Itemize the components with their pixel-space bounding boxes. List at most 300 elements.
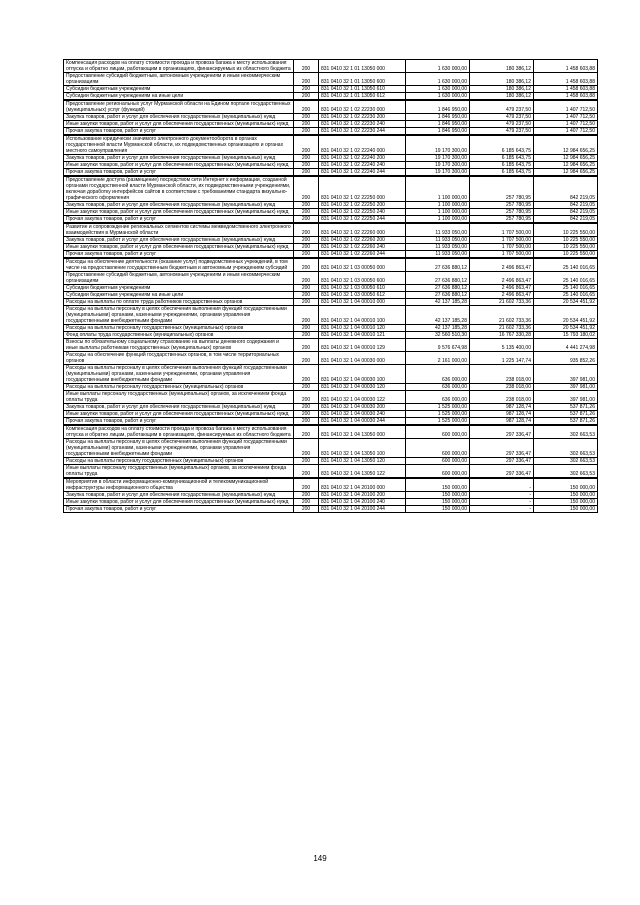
table-row: [64, 292, 598, 299]
row-unexecuted-cell: 1 407 712,50: [534, 128, 598, 136]
row-name-cell: Иные закупки товаров, работ и услуг для обеспечения государственных (муниципальных) нужд: [64, 411, 294, 418]
row-approved-cell: 600 000,00: [406, 439, 470, 458]
row-executed-cell: 987 128,74: [470, 418, 534, 426]
row-approved-cell: 19 170 300,00: [406, 162, 470, 169]
row-name-cell: Закупка товаров, работ и услуг для обеспечения государственных (муниципальных) нужд: [64, 237, 294, 244]
row-code-cell: 200: [294, 425, 319, 439]
table-row: [64, 237, 598, 244]
row-approved-cell: 1 630 000,00: [406, 86, 470, 93]
table-row: [64, 258, 598, 272]
row-executed-cell: 5 135 400,00: [470, 339, 534, 352]
table-row: [64, 418, 598, 426]
row-code-cell: 200: [294, 251, 319, 259]
row-classification-cell: 831 0410 32 1 01 13050 000: [319, 60, 406, 73]
row-executed-cell: 2 496 863,47: [470, 292, 534, 299]
row-executed-cell: 180 386,12: [470, 93, 534, 101]
row-executed-cell: 21 602 733,36: [470, 306, 534, 325]
row-classification-cell: 831 0410 32 1 04 00030 120: [319, 384, 406, 391]
row-code-cell: 200: [294, 155, 319, 162]
row-code-cell: 200: [294, 202, 319, 209]
row-code-cell: 200: [294, 73, 319, 86]
row-unexecuted-cell: 10 225 550,00: [534, 251, 598, 259]
row-classification-cell: 831 0410 32 1 02 22240 240: [319, 162, 406, 169]
row-unexecuted-cell: 15 793 180,02: [534, 332, 598, 339]
row-classification-cell: 831 0410 32 1 02 22250 244: [319, 216, 406, 224]
row-name-cell: Закупка товаров, работ и услуг для обеспечения государственных (муниципальных) нужд: [64, 404, 294, 411]
row-name-cell: Иные выплаты персоналу государственных (муниципальных) органов, за исключением фонда оплаты труда: [64, 391, 294, 404]
row-unexecuted-cell: 1 458 603,88: [534, 73, 598, 86]
row-approved-cell: 600 000,00: [406, 458, 470, 465]
row-code-cell: 200: [294, 244, 319, 251]
row-executed-cell: -: [470, 506, 534, 513]
table-row: [64, 176, 598, 202]
table-row: [64, 202, 598, 209]
row-unexecuted-cell: 4 441 274,98: [534, 339, 598, 352]
table-row: [64, 121, 598, 128]
row-classification-cell: 831 0410 32 1 01 13050 612: [319, 93, 406, 101]
row-code-cell: 200: [294, 365, 319, 384]
row-unexecuted-cell: 302 663,53: [534, 465, 598, 479]
row-code-cell: 200: [294, 128, 319, 136]
row-name-cell: Закупка товаров, работ и услуг для обеспечения государственных (муниципальных) нужд: [64, 202, 294, 209]
row-executed-cell: 238 018,00: [470, 391, 534, 404]
row-unexecuted-cell: 150 000,00: [534, 506, 598, 513]
row-name-cell: Прочая закупка товаров, работ и услуг: [64, 418, 294, 426]
row-executed-cell: 297 336,47: [470, 458, 534, 465]
row-approved-cell: 1 525 000,00: [406, 418, 470, 426]
row-name-cell: Предоставление региональных услуг Мурманской области на Едином портале государственных (муниципальных) услуг (функций): [64, 100, 294, 114]
row-classification-cell: 831 0410 32 1 02 22250 240: [319, 209, 406, 216]
row-name-cell: Прочая закупка товаров, работ и услуг: [64, 216, 294, 224]
table-row: [64, 272, 598, 285]
table-row: [64, 223, 598, 237]
row-approved-cell: 636 000,00: [406, 365, 470, 384]
row-classification-cell: 831 0410 32 1 04 00030 100: [319, 365, 406, 384]
table-row: [64, 128, 598, 136]
row-unexecuted-cell: 12 984 656,25: [534, 135, 598, 155]
table-row: [64, 506, 598, 513]
row-approved-cell: 1 846 950,00: [406, 100, 470, 114]
row-approved-cell: 27 636 880,12: [406, 285, 470, 292]
row-name-cell: Иные выплаты персоналу государственных (муниципальных) органов, за исключением фонда оплаты труда: [64, 465, 294, 479]
row-executed-cell: 6 185 643,75: [470, 135, 534, 155]
table-row: [64, 404, 598, 411]
row-classification-cell: 831 0410 32 1 02 22240 200: [319, 155, 406, 162]
row-code-cell: 200: [294, 465, 319, 479]
row-executed-cell: 180 386,12: [470, 60, 534, 73]
table-row: [64, 86, 598, 93]
table-row: [64, 411, 598, 418]
row-approved-cell: 600 000,00: [406, 465, 470, 479]
row-name-cell: Субсидии бюджетным учреждениям: [64, 86, 294, 93]
row-executed-cell: 297 336,47: [470, 465, 534, 479]
row-unexecuted-cell: 537 871,26: [534, 404, 598, 411]
row-classification-cell: 831 0410 32 1 04 00030 200: [319, 404, 406, 411]
row-approved-cell: 150 000,00: [406, 492, 470, 499]
row-classification-cell: 831 0410 32 1 02 22250 000: [319, 176, 406, 202]
row-unexecuted-cell: 20 534 451,92: [534, 299, 598, 306]
row-approved-cell: 27 636 880,12: [406, 258, 470, 272]
row-executed-cell: 6 185 643,75: [470, 155, 534, 162]
row-code-cell: 200: [294, 411, 319, 418]
row-executed-cell: -: [470, 499, 534, 506]
row-executed-cell: 21 602 733,36: [470, 325, 534, 332]
row-unexecuted-cell: 842 219,05: [534, 209, 598, 216]
row-classification-cell: 831 0410 32 1 03 00050 612: [319, 292, 406, 299]
table-row: [64, 114, 598, 121]
row-unexecuted-cell: 12 984 656,25: [534, 162, 598, 169]
row-classification-cell: 831 0410 32 1 03 00050 000: [319, 258, 406, 272]
row-approved-cell: 1 846 950,00: [406, 121, 470, 128]
row-name-cell: Закупка товаров, работ и услуг для обеспечения государственных (муниципальных) нужд: [64, 114, 294, 121]
table-row: [64, 492, 598, 499]
row-executed-cell: -: [470, 492, 534, 499]
row-name-cell: Взносы по обязательному социальному страхованию на выплаты денежного содержания и иные выплаты работникам государственных (муниципальных) органов: [64, 339, 294, 352]
row-name-cell: Развитие и сопровождение региональных сегментов системы межведомственного электронного взаимодействия в Мурманской области: [64, 223, 294, 237]
table-row: [64, 169, 598, 177]
row-code-cell: 200: [294, 272, 319, 285]
row-code-cell: 200: [294, 60, 319, 73]
row-code-cell: 200: [294, 418, 319, 426]
row-name-cell: Компенсация расходов на оплату стоимости проезда и провоза багажа к месту использования отпуска и обратно лицам, работающим в организациях, финансируемых из областного бюджета: [64, 425, 294, 439]
row-unexecuted-cell: 1 407 712,50: [534, 100, 598, 114]
row-code-cell: 200: [294, 458, 319, 465]
row-executed-cell: 257 780,95: [470, 209, 534, 216]
row-code-cell: 200: [294, 506, 319, 513]
budget-table-body: [64, 60, 598, 513]
row-classification-cell: 831 0410 32 1 04 00010 000: [319, 299, 406, 306]
row-code-cell: 200: [294, 325, 319, 332]
row-name-cell: Прочая закупка товаров, работ и услуг: [64, 169, 294, 177]
table-row: [64, 384, 598, 391]
row-code-cell: 200: [294, 285, 319, 292]
table-row: [64, 299, 598, 306]
row-name-cell: Прочая закупка товаров, работ и услуг: [64, 251, 294, 259]
table-row: [64, 155, 598, 162]
row-approved-cell: 2 161 000,00: [406, 352, 470, 365]
row-code-cell: 200: [294, 121, 319, 128]
row-name-cell: Прочая закупка товаров, работ и услуг: [64, 128, 294, 136]
row-name-cell: Иные закупки товаров, работ и услуг для обеспечения государственных (муниципальных) нужд: [64, 209, 294, 216]
row-approved-cell: 27 636 880,12: [406, 272, 470, 285]
row-approved-cell: 27 636 880,12: [406, 292, 470, 299]
row-code-cell: 200: [294, 86, 319, 93]
row-unexecuted-cell: 150 000,00: [534, 492, 598, 499]
row-classification-cell: 831 0410 32 1 04 20100 000: [319, 478, 406, 492]
row-unexecuted-cell: 25 140 016,65: [534, 272, 598, 285]
row-name-cell: Субсидии бюджетным учреждениям: [64, 285, 294, 292]
row-unexecuted-cell: 25 140 016,65: [534, 258, 598, 272]
row-executed-cell: 1 707 500,00: [470, 251, 534, 259]
row-approved-cell: 1 525 000,00: [406, 411, 470, 418]
row-code-cell: 200: [294, 404, 319, 411]
row-name-cell: Расходы на выплаты персоналу государственных (муниципальных) органов: [64, 458, 294, 465]
row-unexecuted-cell: 20 534 451,92: [534, 306, 598, 325]
row-unexecuted-cell: 20 534 451,92: [534, 325, 598, 332]
row-approved-cell: 1 100 000,00: [406, 216, 470, 224]
row-name-cell: Расходы на выплаты персоналу государственных (муниципальных) органов: [64, 325, 294, 332]
row-classification-cell: 831 0410 32 1 02 22230 244: [319, 128, 406, 136]
row-unexecuted-cell: 397 981,00: [534, 391, 598, 404]
row-unexecuted-cell: 537 871,26: [534, 411, 598, 418]
row-approved-cell: 42 137 185,28: [406, 299, 470, 306]
row-name-cell: Фонд оплаты труда государственных (муниципальных) органов: [64, 332, 294, 339]
table-row: [64, 425, 598, 439]
row-name-cell: Закупка товаров, работ и услуг для обеспечения государственных (муниципальных) нужд: [64, 492, 294, 499]
row-unexecuted-cell: 935 852,26: [534, 352, 598, 365]
row-code-cell: 200: [294, 499, 319, 506]
row-approved-cell: 1 630 000,00: [406, 73, 470, 86]
row-code-cell: 200: [294, 209, 319, 216]
row-unexecuted-cell: 1 458 603,88: [534, 60, 598, 73]
row-approved-cell: 1 525 000,00: [406, 404, 470, 411]
row-executed-cell: 297 336,47: [470, 425, 534, 439]
row-code-cell: 200: [294, 332, 319, 339]
row-classification-cell: 831 0410 32 1 04 00010 129: [319, 339, 406, 352]
table-row: [64, 391, 598, 404]
row-approved-cell: 1 846 950,00: [406, 128, 470, 136]
row-classification-cell: 831 0410 32 1 04 00010 120: [319, 325, 406, 332]
row-name-cell: Субсидии бюджетным учреждениям на иные цели: [64, 93, 294, 101]
row-unexecuted-cell: 10 225 550,00: [534, 237, 598, 244]
row-name-cell: Использование юридически значимого электронного документооборота в органах государственной власти Мурманской области, их подведомственных организациях и органах местного самоуправления: [64, 135, 294, 155]
row-classification-cell: 831 0410 32 1 04 00010 100: [319, 306, 406, 325]
row-name-cell: Прочая закупка товаров, работ и услуг: [64, 506, 294, 513]
row-classification-cell: 831 0410 32 1 02 22260 240: [319, 244, 406, 251]
row-code-cell: 200: [294, 292, 319, 299]
row-approved-cell: 1 100 000,00: [406, 202, 470, 209]
row-unexecuted-cell: 537 871,26: [534, 418, 598, 426]
row-approved-cell: 150 000,00: [406, 478, 470, 492]
row-name-cell: Расходы на обеспечение функций государственных органов, в том числе территориальных органов: [64, 352, 294, 365]
row-approved-cell: 150 000,00: [406, 499, 470, 506]
row-unexecuted-cell: 1 458 603,88: [534, 86, 598, 93]
row-classification-cell: 831 0410 32 1 02 22240 000: [319, 135, 406, 155]
row-approved-cell: 42 137 185,28: [406, 306, 470, 325]
budget-table: [63, 59, 598, 513]
page-number: 149: [313, 854, 327, 863]
row-code-cell: 200: [294, 216, 319, 224]
table-row: [64, 100, 598, 114]
row-code-cell: 200: [294, 299, 319, 306]
row-name-cell: Иные закупки товаров, работ и услуг для обеспечения государственных (муниципальных) нужд: [64, 244, 294, 251]
row-name-cell: Иные закупки товаров, работ и услуг для обеспечения государственных (муниципальных) нужд: [64, 121, 294, 128]
row-executed-cell: 297 336,47: [470, 439, 534, 458]
row-executed-cell: 479 237,50: [470, 121, 534, 128]
row-unexecuted-cell: 302 663,53: [534, 439, 598, 458]
row-classification-cell: 831 0410 32 1 02 22240 244: [319, 169, 406, 177]
row-code-cell: 200: [294, 169, 319, 177]
row-code-cell: 200: [294, 258, 319, 272]
row-unexecuted-cell: 1 407 712,50: [534, 114, 598, 121]
row-executed-cell: 257 780,95: [470, 176, 534, 202]
row-classification-cell: 831 0410 32 1 03 00050 600: [319, 272, 406, 285]
row-unexecuted-cell: 25 140 016,65: [534, 285, 598, 292]
row-unexecuted-cell: 302 663,53: [534, 458, 598, 465]
row-classification-cell: 831 0410 32 1 02 22230 000: [319, 100, 406, 114]
row-approved-cell: 11 933 050,00: [406, 223, 470, 237]
row-name-cell: Мероприятия в области информационно-коммуникационной и телекоммуникационной инфраструктуры информационного общества: [64, 478, 294, 492]
row-approved-cell: 42 137 185,28: [406, 325, 470, 332]
row-code-cell: 200: [294, 391, 319, 404]
row-approved-cell: 636 000,00: [406, 384, 470, 391]
table-row: [64, 162, 598, 169]
row-approved-cell: 19 170 300,00: [406, 135, 470, 155]
row-executed-cell: 1 707 500,00: [470, 223, 534, 237]
row-classification-cell: 831 0410 32 1 04 13050 000: [319, 425, 406, 439]
row-approved-cell: 11 933 050,00: [406, 251, 470, 259]
row-unexecuted-cell: 302 663,53: [534, 425, 598, 439]
row-name-cell: Расходы на обеспечение деятельности (оказание услуг) подведомственных учреждений, в том числе на предоставление государственным бюджетным и автономным учреждениям субсидий: [64, 258, 294, 272]
row-code-cell: 200: [294, 93, 319, 101]
row-classification-cell: 831 0410 32 1 02 22260 000: [319, 223, 406, 237]
table-row: [64, 285, 598, 292]
row-classification-cell: 831 0410 32 1 02 22260 244: [319, 251, 406, 259]
row-classification-cell: 831 0410 32 1 02 22230 240: [319, 121, 406, 128]
row-unexecuted-cell: 10 225 550,00: [534, 223, 598, 237]
row-approved-cell: 11 933 050,00: [406, 244, 470, 251]
table-row: [64, 216, 598, 224]
row-executed-cell: 257 780,95: [470, 202, 534, 209]
row-classification-cell: 831 0410 32 1 04 13050 120: [319, 458, 406, 465]
row-executed-cell: 21 602 733,36: [470, 299, 534, 306]
row-executed-cell: 1 707 500,00: [470, 237, 534, 244]
row-classification-cell: 831 0410 32 1 04 00030 244: [319, 418, 406, 426]
row-classification-cell: 831 0410 32 1 04 20100 244: [319, 506, 406, 513]
row-code-cell: 200: [294, 114, 319, 121]
row-approved-cell: 636 000,00: [406, 391, 470, 404]
row-unexecuted-cell: 842 219,05: [534, 216, 598, 224]
row-executed-cell: 180 386,12: [470, 73, 534, 86]
row-executed-cell: 6 185 643,75: [470, 162, 534, 169]
row-executed-cell: 479 237,50: [470, 128, 534, 136]
row-approved-cell: 150 000,00: [406, 506, 470, 513]
row-code-cell: 200: [294, 100, 319, 114]
row-classification-cell: 831 0410 32 1 01 13050 600: [319, 73, 406, 86]
row-code-cell: 200: [294, 339, 319, 352]
row-code-cell: 200: [294, 135, 319, 155]
row-executed-cell: 238 018,00: [470, 365, 534, 384]
row-classification-cell: 831 0410 32 1 02 22250 200: [319, 202, 406, 209]
row-unexecuted-cell: 842 219,05: [534, 202, 598, 209]
row-unexecuted-cell: 842 219,05: [534, 176, 598, 202]
budget-report-sheet: [63, 59, 595, 513]
row-code-cell: 200: [294, 223, 319, 237]
table-row: [64, 244, 598, 251]
row-classification-cell: 831 0410 32 1 04 00010 121: [319, 332, 406, 339]
row-approved-cell: 19 170 300,00: [406, 169, 470, 177]
row-code-cell: 200: [294, 162, 319, 169]
row-executed-cell: 2 496 863,47: [470, 258, 534, 272]
row-classification-cell: 831 0410 32 1 02 22230 200: [319, 114, 406, 121]
row-classification-cell: 831 0410 32 1 04 13050 122: [319, 465, 406, 479]
row-approved-cell: 1 100 000,00: [406, 209, 470, 216]
table-row: [64, 325, 598, 332]
row-approved-cell: 1 630 000,00: [406, 60, 470, 73]
row-approved-cell: 19 170 300,00: [406, 155, 470, 162]
row-code-cell: 200: [294, 306, 319, 325]
row-executed-cell: 180 386,12: [470, 86, 534, 93]
row-unexecuted-cell: 397 981,00: [534, 384, 598, 391]
table-row: [64, 93, 598, 101]
row-executed-cell: 987 128,74: [470, 411, 534, 418]
row-code-cell: 200: [294, 492, 319, 499]
row-executed-cell: 2 496 863,47: [470, 272, 534, 285]
row-code-cell: 200: [294, 478, 319, 492]
row-executed-cell: 238 018,00: [470, 384, 534, 391]
table-row: [64, 251, 598, 259]
row-executed-cell: 479 237,50: [470, 100, 534, 114]
row-executed-cell: 1 707 500,00: [470, 244, 534, 251]
table-row: [64, 306, 598, 325]
row-unexecuted-cell: 150 000,00: [534, 499, 598, 506]
row-classification-cell: 831 0410 32 1 03 00050 610: [319, 285, 406, 292]
row-name-cell: Расходы на выплаты персоналу государственных (муниципальных) органов: [64, 384, 294, 391]
row-unexecuted-cell: 10 225 550,00: [534, 244, 598, 251]
row-name-cell: Субсидии бюджетным учреждениям на иные цели: [64, 292, 294, 299]
table-row: [64, 135, 598, 155]
row-executed-cell: 479 237,50: [470, 114, 534, 121]
row-unexecuted-cell: 1 458 603,88: [534, 93, 598, 101]
row-executed-cell: 1 225 147,74: [470, 352, 534, 365]
table-row: [64, 465, 598, 479]
row-approved-cell: 11 933 050,00: [406, 237, 470, 244]
table-row: [64, 73, 598, 86]
row-executed-cell: 987 128,74: [470, 404, 534, 411]
table-row: [64, 60, 598, 73]
table-row: [64, 365, 598, 384]
row-unexecuted-cell: 150 000,00: [534, 478, 598, 492]
row-code-cell: 200: [294, 237, 319, 244]
row-name-cell: Расходы на выплаты персоналу в целях обеспечения выполнения функций государственными (муниципальными) органами, казенными учреждениями, органами управления государственными внебюджетными фондами: [64, 306, 294, 325]
table-row: [64, 332, 598, 339]
row-classification-cell: 831 0410 32 1 04 20100 240: [319, 499, 406, 506]
row-executed-cell: -: [470, 478, 534, 492]
row-unexecuted-cell: 12 984 656,25: [534, 155, 598, 162]
row-approved-cell: 1 846 950,00: [406, 114, 470, 121]
row-name-cell: Расходы на выплаты персоналу в целях обеспечения выполнения функций государственными (муниципальными) органами, казенными учреждениями, органами управления государственными внебюджетными фондами: [64, 365, 294, 384]
row-classification-cell: 831 0410 32 1 04 20100 200: [319, 492, 406, 499]
table-row: [64, 478, 598, 492]
row-approved-cell: 1 630 000,00: [406, 93, 470, 101]
row-approved-cell: 600 000,00: [406, 425, 470, 439]
row-classification-cell: 831 0410 32 1 02 22260 200: [319, 237, 406, 244]
table-row: [64, 352, 598, 365]
row-code-cell: 200: [294, 384, 319, 391]
table-row: [64, 339, 598, 352]
row-unexecuted-cell: 1 407 712,50: [534, 121, 598, 128]
row-unexecuted-cell: 12 984 656,25: [534, 169, 598, 177]
row-approved-cell: 9 576 674,98: [406, 339, 470, 352]
row-classification-cell: 831 0410 32 1 04 00030 000: [319, 352, 406, 365]
row-executed-cell: 6 185 643,75: [470, 169, 534, 177]
row-name-cell: Расходы на выплаты по оплате труда работников государственных органов: [64, 299, 294, 306]
row-name-cell: Иные закупки товаров, работ и услуг для обеспечения государственных (муниципальных) нужд: [64, 499, 294, 506]
row-name-cell: Расходы на выплаты персоналу в целях обеспечения выполнения функций государственными (муниципальными) органами, казенными учреждениями, органами управления государственными внебюджетными фондами: [64, 439, 294, 458]
row-approved-cell: 32 560 510,30: [406, 332, 470, 339]
table-row: [64, 458, 598, 465]
row-approved-cell: 1 100 000,00: [406, 176, 470, 202]
table-row: [64, 439, 598, 458]
table-row: [64, 499, 598, 506]
row-classification-cell: 831 0410 32 1 04 00030 240: [319, 411, 406, 418]
row-name-cell: Предоставление субсидий бюджетным, автономным учреждениям и иным некоммерческим организациям: [64, 272, 294, 285]
row-classification-cell: 831 0410 32 1 01 13050 610: [319, 86, 406, 93]
row-unexecuted-cell: 25 140 016,65: [534, 292, 598, 299]
row-code-cell: 200: [294, 176, 319, 202]
row-name-cell: Иные закупки товаров, работ и услуг для обеспечения государственных (муниципальных) нужд: [64, 162, 294, 169]
row-name-cell: Предоставление субсидий бюджетным, автономным учреждениям и иным некоммерческим организациям: [64, 73, 294, 86]
